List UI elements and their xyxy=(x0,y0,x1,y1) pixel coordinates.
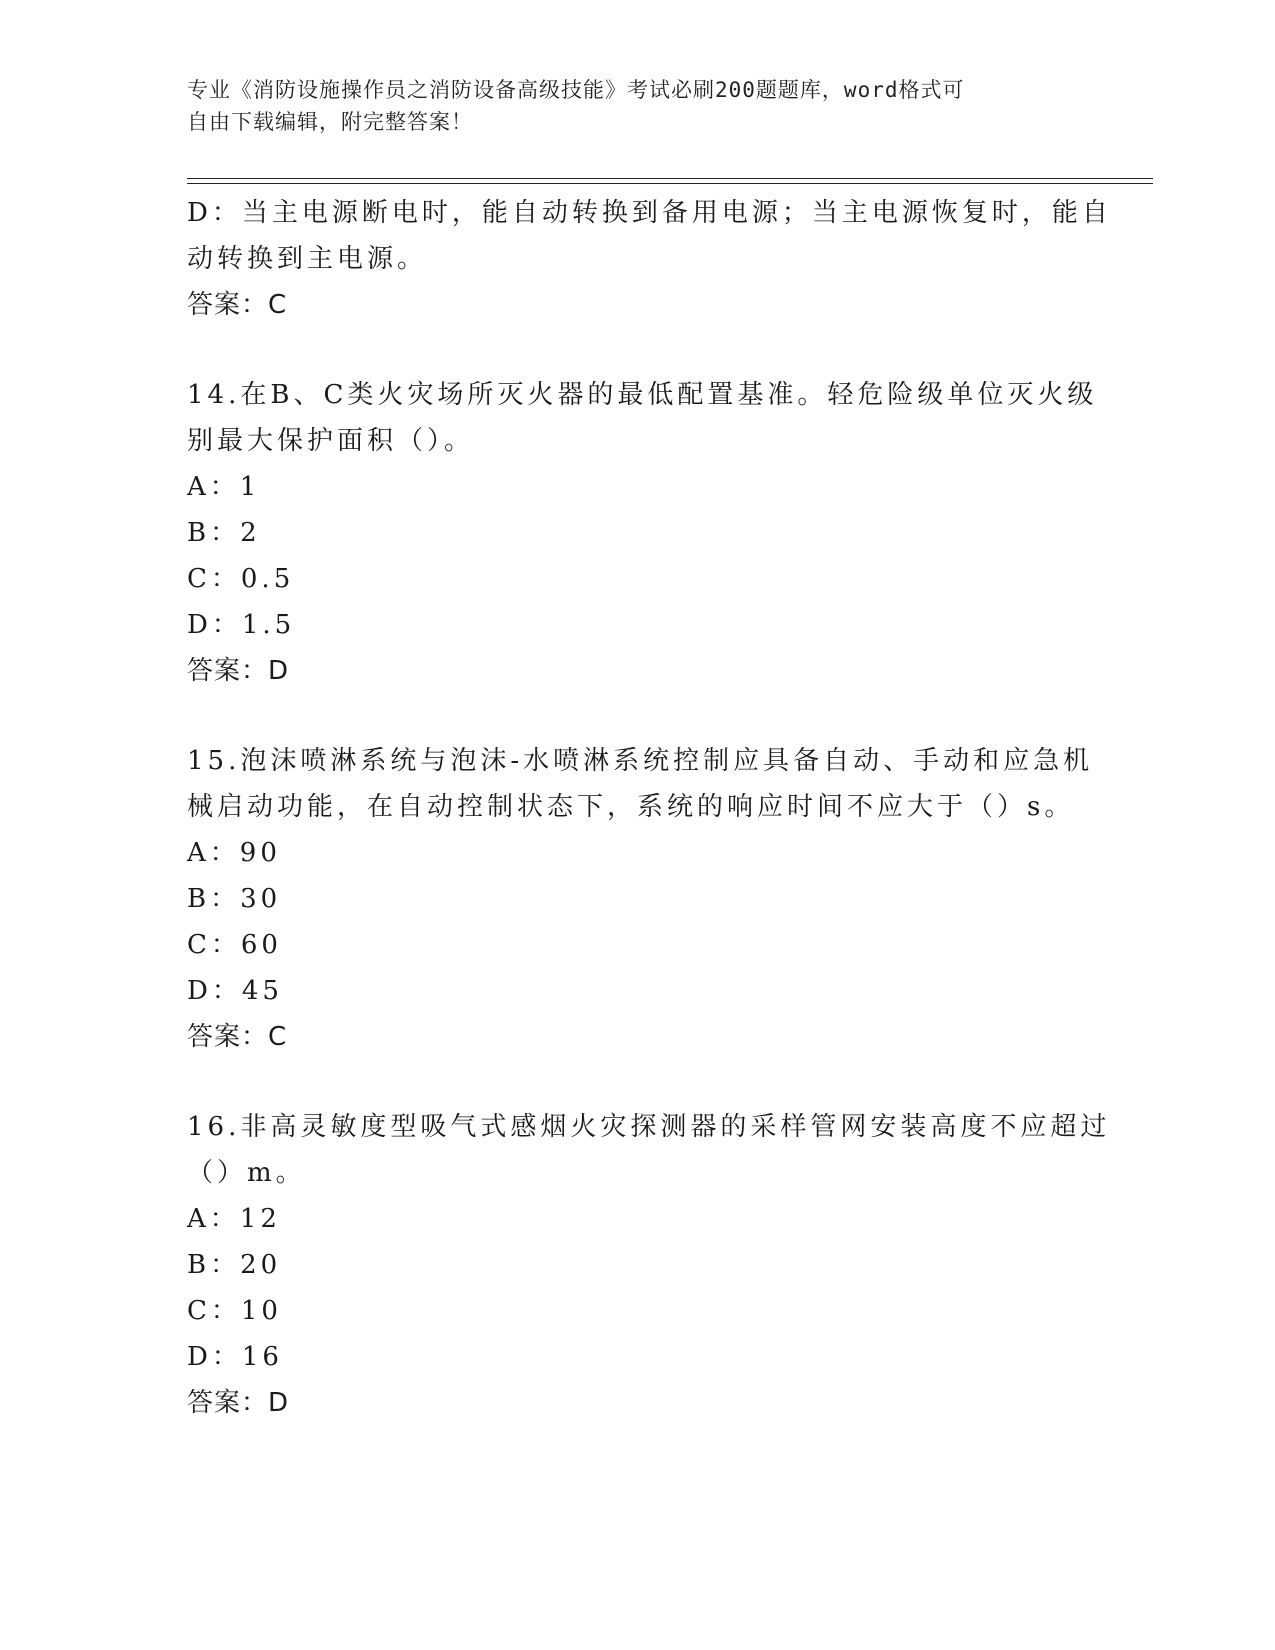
header-divider-bottom xyxy=(187,183,1153,184)
header-title-line-2: 自由下载编辑，附完整答案！ xyxy=(187,110,473,134)
question-16 xyxy=(187,1104,1111,1426)
option-a: A：90 xyxy=(187,838,281,868)
option-d-line-2: 动转换到主电源。 xyxy=(187,244,428,274)
option-a: A：12 xyxy=(187,1204,281,1234)
answer-line: 答案：D xyxy=(187,1388,290,1418)
spacer xyxy=(187,694,1087,738)
option-a: A：1 xyxy=(187,472,261,502)
question-list xyxy=(187,190,1112,1426)
question-stem-line-2: 别最大保护面积（）。 xyxy=(187,426,475,456)
header-title-line-1: 专业《消防设施操作员之消防设备高级技能》考试必刷200题题库，word格式可 xyxy=(187,78,965,102)
option-d: D：45 xyxy=(187,976,283,1006)
spacer xyxy=(187,328,1087,372)
option-d: D：16 xyxy=(187,1342,283,1372)
option-b: B：2 xyxy=(187,518,261,548)
answer-line: 答案：C xyxy=(187,290,288,320)
option-d-line-1: D：当主电源断电时，能自动转换到备用电源；当主电源恢复时，能自 xyxy=(187,198,1112,228)
option-b: B：30 xyxy=(187,884,282,914)
question-13-continued xyxy=(187,190,1112,328)
question-stem-line-2: （）m。 xyxy=(187,1158,306,1188)
question-15 xyxy=(187,738,1094,1060)
option-c: C：10 xyxy=(187,1296,282,1326)
option-c: C：0.5 xyxy=(187,564,295,594)
answer-line: 答案：D xyxy=(187,656,290,686)
option-d: D：1.5 xyxy=(187,610,296,640)
spacer xyxy=(187,1060,1087,1104)
question-14 xyxy=(187,372,1098,694)
answer-line: 答案：C xyxy=(187,1022,288,1052)
option-c: C：60 xyxy=(187,930,282,960)
question-stem-line-2: 械启动功能，在自动控制状态下，系统的响应时间不应大于（）s。 xyxy=(187,792,1075,822)
question-stem-line-1: 14.在B、C类火灾场所灭火器的最低配置基准。轻危险级单位灭火级 xyxy=(187,380,1098,410)
option-b: B：20 xyxy=(187,1250,282,1280)
page-header xyxy=(187,74,1067,138)
header-divider-top xyxy=(187,178,1153,179)
question-stem-line-1: 15.泡沫喷淋系统与泡沫-水喷淋系统控制应具备自动、手动和应急机 xyxy=(187,746,1094,776)
question-stem-line-1: 16.非高灵敏度型吸气式感烟火灾探测器的采样管网安装高度不应超过 xyxy=(187,1112,1111,1142)
